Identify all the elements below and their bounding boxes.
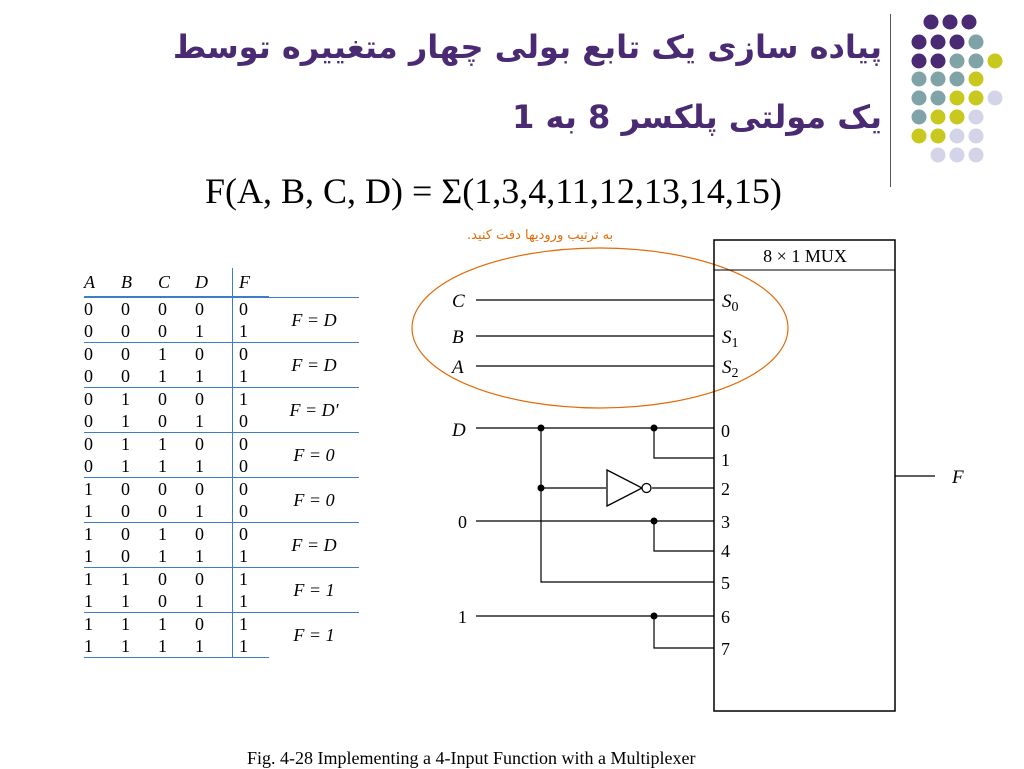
cell-f: 0 — [233, 297, 270, 320]
select-input-b: B — [452, 327, 464, 348]
cell-f: 1 — [233, 545, 270, 568]
cell-b: 0 — [121, 297, 158, 320]
cell-b: 0 — [121, 546, 130, 566]
junction-dots — [538, 425, 658, 620]
data-wires — [476, 428, 935, 648]
cell-d: 1 — [195, 321, 204, 341]
cell-c: 0 — [158, 388, 195, 411]
cell-f: 0 — [233, 523, 270, 546]
cell-c: 0 — [158, 321, 167, 341]
cell-c: 1 — [158, 366, 167, 386]
group-result: F = 1 — [269, 613, 359, 658]
cell-a: 1 — [84, 478, 121, 501]
cell-d: 1 — [195, 456, 204, 476]
source-label-1: 1 — [458, 607, 467, 627]
cell-c: 0 — [158, 411, 167, 431]
cell-d: 0 — [195, 478, 233, 501]
inverter-triangle — [607, 470, 642, 506]
data-input-label-0: 0 — [721, 421, 730, 441]
slide-title-line-2: یک مولتی پلکسر 8 به 1 — [512, 98, 882, 136]
cell-a: 0 — [84, 297, 121, 320]
cell-b: 0 — [121, 478, 158, 501]
select-label-s2: $S_2$ — [722, 357, 739, 381]
inverter-bubble — [642, 484, 651, 493]
cell-a: 0 — [84, 433, 121, 456]
junction-dot — [538, 485, 545, 492]
wire-d-to-1 — [654, 428, 714, 458]
wire-1-to-7 — [654, 616, 714, 648]
cell-d: 0 — [195, 568, 233, 591]
select-wires — [476, 300, 714, 366]
cell-f: 1 — [233, 365, 270, 388]
junction-dot — [651, 613, 658, 620]
group-result: F = D′ — [269, 388, 359, 433]
cell-d: 1 — [195, 591, 204, 611]
cell-a: 1 — [84, 635, 121, 658]
cell-a: 0 — [84, 321, 93, 341]
cell-f: 0 — [233, 343, 270, 366]
data-input-label-2: 2 — [721, 479, 730, 499]
select-lines-highlight — [412, 248, 788, 408]
cell-b: 0 — [121, 366, 130, 386]
cell-d: 1 — [195, 501, 204, 521]
output-label-f: F — [952, 467, 964, 488]
header-b: B — [121, 268, 158, 297]
cell-f: 0 — [233, 478, 270, 501]
cell-b: 1 — [121, 613, 158, 636]
cell-d: 0 — [195, 388, 233, 411]
header-c: C — [158, 268, 195, 297]
cell-d: 1 — [195, 366, 204, 386]
source-label-d: D — [452, 420, 466, 441]
cell-a: 1 — [84, 568, 121, 591]
cell-b: 0 — [121, 343, 158, 366]
select-input-a: A — [452, 357, 464, 378]
cell-b: 0 — [121, 501, 130, 521]
cell-c: 0 — [158, 591, 167, 611]
cell-d: 0 — [195, 523, 233, 546]
cell-a: 1 — [84, 523, 121, 546]
group-result: F = D — [269, 343, 359, 388]
group-result: F = 0 — [269, 478, 359, 523]
cell-d: 0 — [195, 343, 233, 366]
cell-b: 1 — [121, 568, 158, 591]
group-result: F = 0 — [269, 433, 359, 478]
cell-a: 1 — [84, 591, 93, 611]
cell-a: 1 — [84, 613, 121, 636]
cell-c: 0 — [158, 478, 195, 501]
header-f: F — [233, 268, 270, 297]
cell-a: 0 — [84, 411, 93, 431]
header-d: D — [195, 268, 233, 297]
cell-b: 1 — [121, 635, 158, 658]
cell-b: 1 — [121, 433, 158, 456]
cell-b: 1 — [121, 411, 130, 431]
data-input-label-5: 5 — [721, 573, 730, 593]
data-input-label-7: 7 — [721, 639, 730, 659]
select-input-c: C — [452, 291, 465, 312]
junction-dot — [538, 425, 545, 432]
group-result: F = D — [269, 297, 359, 343]
cell-c: 0 — [158, 501, 167, 521]
cell-a: 0 — [84, 456, 93, 476]
cell-c: 1 — [158, 343, 195, 366]
cell-b: 1 — [121, 388, 158, 411]
cell-f: 1 — [233, 568, 270, 591]
wire-0-to-4 — [654, 521, 714, 551]
cell-a: 0 — [84, 366, 93, 386]
cell-f: 0 — [233, 500, 270, 523]
cell-f: 1 — [233, 320, 270, 343]
cell-d: 0 — [195, 433, 233, 456]
cell-b: 0 — [121, 321, 130, 341]
cell-a: 1 — [84, 501, 93, 521]
cell-d: 0 — [195, 613, 233, 636]
wire-d-to-5 — [541, 428, 714, 582]
group-result: F = D — [269, 523, 359, 568]
junction-dot — [651, 518, 658, 525]
cell-d: 0 — [195, 297, 233, 320]
mux-title: 8 × 1 MUX — [763, 246, 847, 266]
select-label-s1: $S_1$ — [722, 327, 739, 351]
group-result: F = 1 — [269, 568, 359, 613]
cell-d: 1 — [195, 546, 204, 566]
cell-a: 1 — [84, 546, 93, 566]
cell-c: 0 — [158, 568, 195, 591]
data-input-label-4: 4 — [721, 541, 730, 561]
junction-dot — [651, 425, 658, 432]
cell-c: 1 — [158, 613, 195, 636]
cell-d: 1 — [195, 411, 204, 431]
data-input-label-3: 3 — [721, 512, 730, 532]
cell-b: 0 — [121, 523, 158, 546]
data-input-label-1: 1 — [721, 450, 730, 470]
select-label-s0: $S_0$ — [722, 291, 739, 315]
slide-title-line-1: پیاده سازی یک تابع بولی چهار متغییره توسط — [172, 28, 882, 66]
figure-caption: Fig. 4-28 Implementing a 4-Input Function with a Multiplexer — [247, 748, 696, 768]
cell-b: 1 — [121, 591, 130, 611]
cell-c: 1 — [158, 433, 195, 456]
cell-d: 1 — [195, 635, 233, 658]
cell-a: 0 — [84, 388, 121, 411]
mux-box — [714, 240, 895, 711]
cell-c: 1 — [158, 456, 167, 476]
cell-c: 1 — [158, 635, 195, 658]
input-order-note: به ترتیب ورودیها دقت کنید. — [467, 228, 614, 243]
cell-f: 1 — [233, 613, 270, 636]
cell-f: 0 — [233, 455, 270, 478]
source-label-0: 0 — [458, 512, 467, 532]
cell-f: 0 — [233, 433, 270, 456]
header-a: A — [84, 268, 121, 297]
boolean-function-formula: F(A, B, C, D) = Σ(1,3,4,11,12,13,14,15) — [205, 171, 782, 211]
cell-b: 1 — [121, 456, 130, 476]
cell-c: 0 — [158, 297, 195, 320]
inverter-gate — [607, 470, 651, 506]
cell-f: 1 — [233, 590, 270, 613]
cell-c: 1 — [158, 546, 167, 566]
cell-f: 0 — [233, 410, 270, 433]
cell-f: 1 — [233, 388, 270, 411]
data-input-label-6: 6 — [721, 607, 730, 627]
cell-f: 1 — [233, 635, 270, 658]
cell-a: 0 — [84, 343, 121, 366]
cell-c: 1 — [158, 523, 195, 546]
